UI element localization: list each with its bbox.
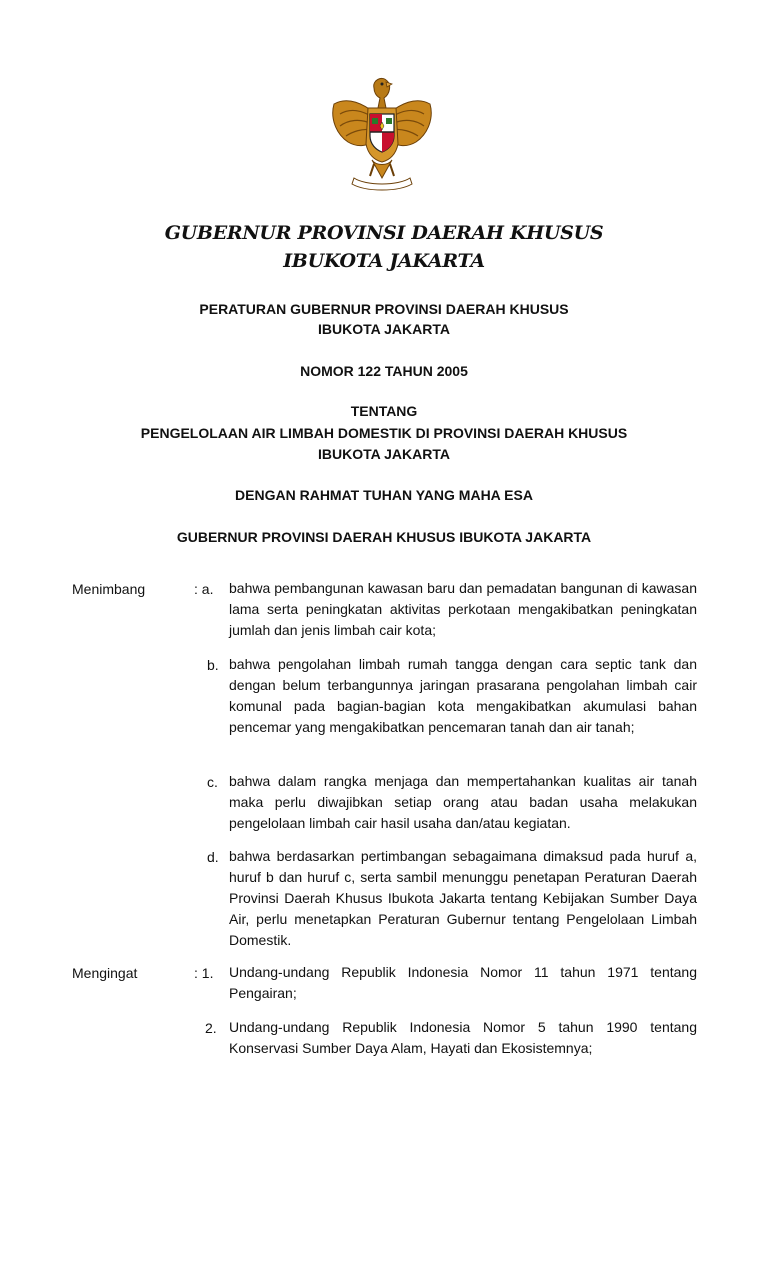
garuda-emblem-icon	[326, 74, 438, 192]
menimbang-label: Menimbang	[72, 581, 146, 597]
regulation-subject-line-1: PENGELOLAAN AIR LIMBAH DOMESTIK DI PROVINSI DAERAH KHUSUS	[140, 425, 628, 441]
menimbang-item-d: bahwa berdasarkan pertimbangan sebagaimana dimaksud pada huruf a, huruf b dan huruf c, serta sambil menunggu penetapan Peraturan Daerah Provinsi Daerah Khusus Ibukota Jakarta tentang Kebijakan Sumber Daya Air, perlu menetapkan Peraturan Gubernur tentang Pengelolaan Limbah Domestik.	[229, 848, 697, 948]
menimbang-item-b: bahwa pengolahan limbah rumah tangga dengan cara septic tank dan dengan belum terbangunnya jaringan prasarana pengolahan limbah cair komunal pada bagian-bagian kota mengakibatkan akumulasi bahan pencemar yang mengakibatkan pencemaran tanah dan air tanah;	[229, 656, 697, 735]
regulation-subject-line-2: IBUKOTA JAKARTA	[318, 446, 450, 462]
menimbang-marker-b: b.	[207, 657, 219, 673]
governor-title-line-1: GUBERNUR PROVINSI DAERAH KHUSUS	[164, 222, 604, 244]
mengingat-item-1: Undang-undang Republik Indonesia Nomor 11 tahun 1971 tentang Pengairan;	[229, 964, 697, 1001]
about-label: TENTANG	[350, 403, 418, 419]
mengingat-marker-2: 2.	[205, 1020, 217, 1036]
regulation-title-line-1: PERATURAN GUBERNUR PROVINSI DAERAH KHUSUS	[199, 301, 569, 317]
invocation: DENGAN RAHMAT TUHAN YANG MAHA ESA	[235, 487, 533, 503]
menimbang-item-a: bahwa pembangunan kawasan baru dan pemadatan bangunan di kawasan lama serta peningkatan aktivitas perkotaan mengakibatkan peningkatan jumlah dan jenis limbah cair kota;	[229, 580, 697, 638]
menimbang-marker-a: : a.	[194, 581, 214, 597]
menimbang-marker-d: d.	[207, 849, 219, 865]
mengingat-marker-1: : 1.	[194, 965, 214, 981]
mengingat-item-2: Undang-undang Republik Indonesia Nomor 5 tahun 1990 tentang Konservasi Sumber Daya Alam, Hayati dan Ekosistemnya;	[229, 1019, 697, 1056]
mengingat-label: Mengingat	[72, 965, 138, 981]
issuer: GUBERNUR PROVINSI DAERAH KHUSUS IBUKOTA JAKARTA	[176, 529, 592, 545]
governor-title-line-2: IBUKOTA JAKARTA	[283, 250, 485, 272]
regulation-title-line-2: IBUKOTA JAKARTA	[318, 321, 450, 337]
menimbang-item-c: bahwa dalam rangka menjaga dan mempertahankan kualitas air tanah maka perlu diwajibkan setiap orang atau badan usaha melakukan pengelolaan limbah cair hasil usaha dan/atau kegiatan.	[229, 773, 697, 831]
regulation-number: NOMOR 122 TAHUN 2005	[300, 363, 468, 379]
menimbang-marker-c: c.	[207, 774, 218, 790]
